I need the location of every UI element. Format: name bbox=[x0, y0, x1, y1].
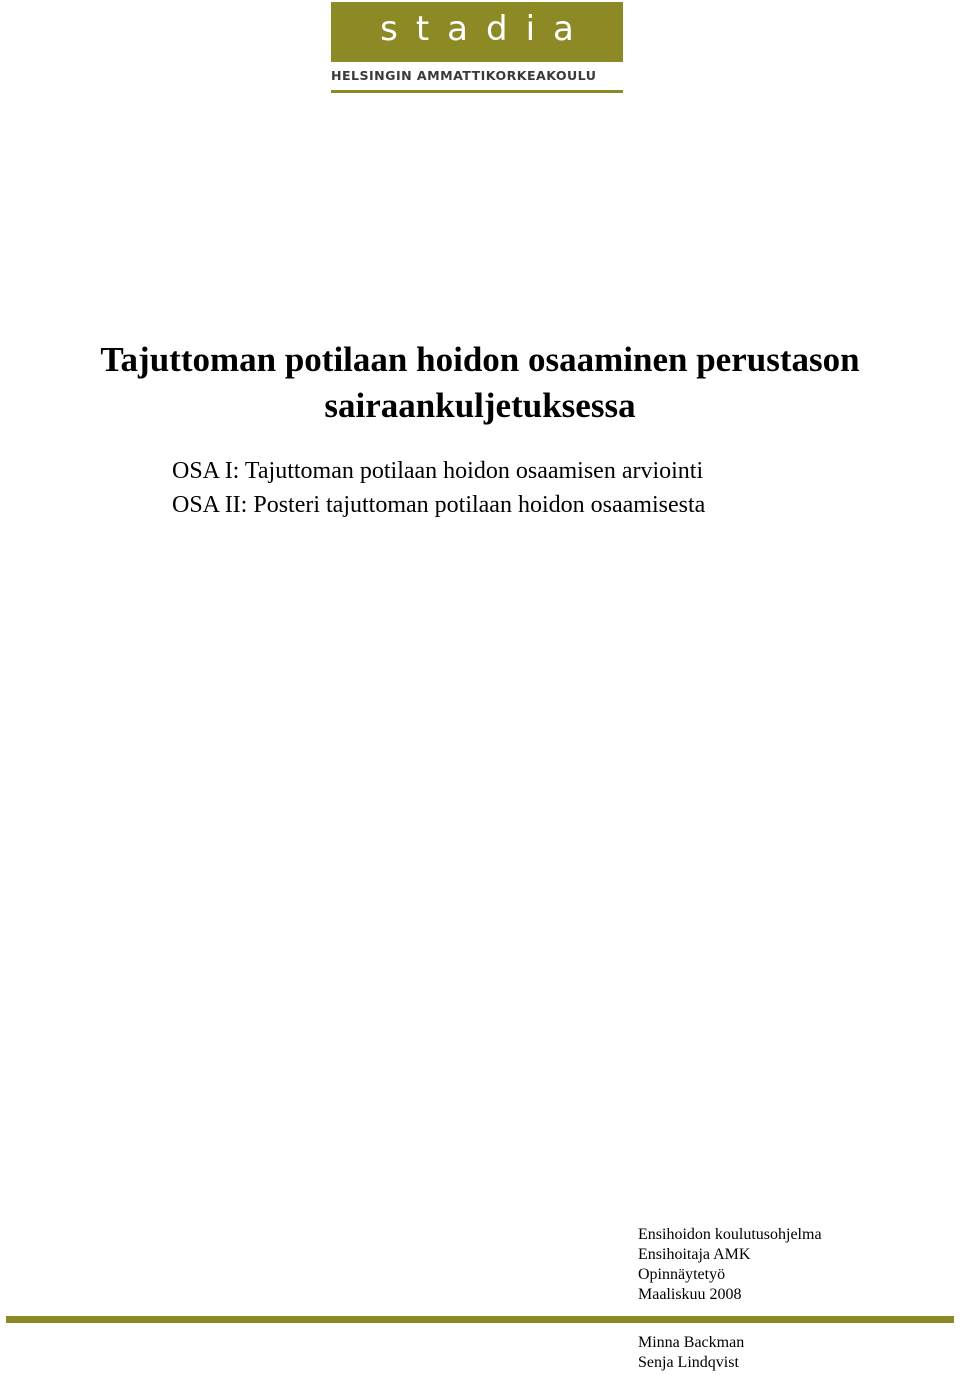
logo-tagline: HELSINGIN AMMATTIKORKEAKOULU bbox=[331, 68, 597, 83]
document-type: Opinnäytetyö bbox=[638, 1266, 726, 1283]
logo-underline bbox=[331, 90, 623, 93]
subtitle-part-1: OSA I: Tajuttoman potilaan hoidon osaamisen arviointi bbox=[172, 458, 704, 484]
document-title-line-1: Tajuttoman potilaan hoidon osaaminen perustason bbox=[100, 340, 860, 379]
author-name: Senja Lindqvist bbox=[638, 1354, 739, 1371]
thesis-info bbox=[638, 1225, 948, 1305]
author-name: Minna Backman bbox=[638, 1334, 745, 1351]
degree-programme: Ensihoidon koulutusohjelma bbox=[638, 1226, 822, 1243]
stadia-logo bbox=[331, 2, 623, 94]
publication-date: Maaliskuu 2008 bbox=[638, 1286, 742, 1303]
subtitle-block bbox=[172, 454, 932, 522]
author-list bbox=[638, 1333, 948, 1373]
subtitle-part-2: OSA II: Posteri tajuttoman potilaan hoidon osaamisesta bbox=[172, 492, 706, 518]
document-title bbox=[0, 337, 960, 429]
logo-wordmark-box bbox=[331, 2, 623, 62]
section-divider bbox=[6, 1316, 954, 1323]
degree-title: Ensihoitaja AMK bbox=[638, 1246, 751, 1263]
document-title-line-2: sairaankuljetuksessa bbox=[324, 386, 636, 425]
logo-wordmark: stadia bbox=[380, 9, 592, 49]
